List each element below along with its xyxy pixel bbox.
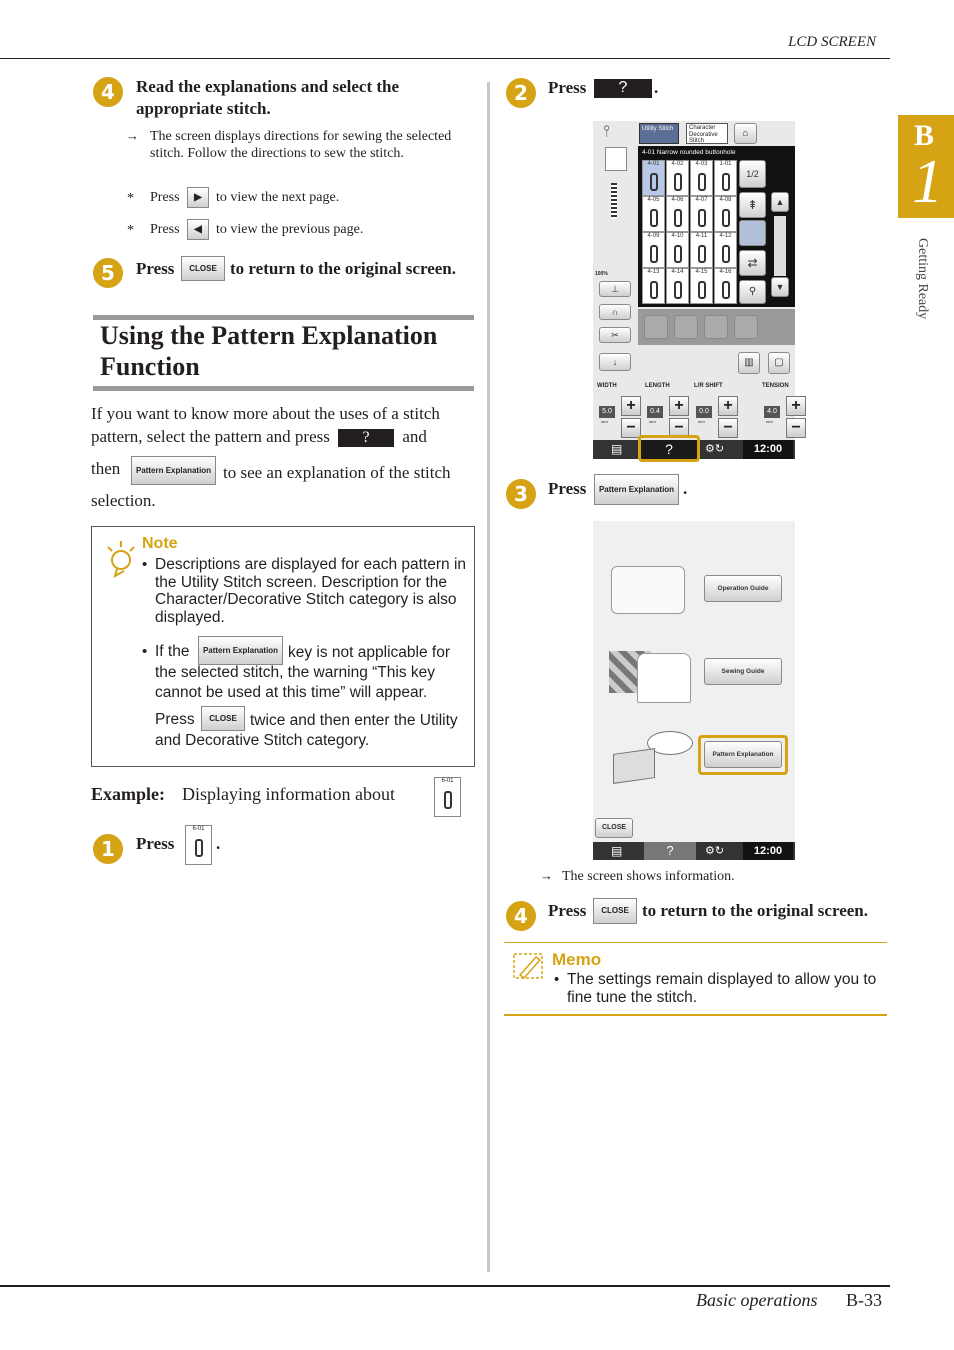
unit-label: mm <box>766 419 773 424</box>
decrease-button[interactable]: − <box>718 418 738 438</box>
stitch-cell[interactable] <box>642 160 665 196</box>
needle-position-icon[interactable]: ∩ <box>599 304 631 320</box>
arrow-icon: → <box>126 128 139 143</box>
buttonhole-icon <box>650 281 658 299</box>
bullet-text: Press <box>150 222 180 237</box>
stitch-code: 6-01 <box>441 778 454 784</box>
close-button[interactable]: CLOSE <box>595 818 633 838</box>
zoom-level: 100% <box>595 271 608 277</box>
memo-rule <box>504 1014 887 1016</box>
stitch-code: 4-15 <box>695 269 708 275</box>
bullet-text: Press <box>150 190 180 205</box>
step-text: Press <box>136 259 175 278</box>
buttonhole-icon <box>698 209 706 227</box>
bullet-text: to view the previous page. <box>216 222 364 237</box>
menu-icon[interactable]: ▤ <box>611 844 623 858</box>
note-text: Press <box>155 711 195 728</box>
buttonhole-icon <box>698 281 706 299</box>
tab-utility[interactable]: Utility Stitch <box>639 123 679 144</box>
bullet-dot: • <box>554 971 560 988</box>
footer-rule <box>0 1285 890 1287</box>
sewing-machine-icon <box>611 566 685 614</box>
buttonhole-icon <box>674 281 682 299</box>
buttonhole-icon <box>698 173 706 191</box>
note-box <box>91 526 475 767</box>
stitch-code: 4-06 <box>671 197 684 203</box>
unit-label: mm <box>601 419 608 424</box>
step-number: 1 <box>93 834 123 864</box>
column-divider <box>487 82 490 1272</box>
edit-bar <box>638 309 795 345</box>
stitch-cell[interactable] <box>714 196 737 232</box>
step-number: 4 <box>93 77 123 107</box>
highlight-frame <box>638 435 700 462</box>
stitch-code: 4-13 <box>647 269 660 275</box>
stitch-code: 4-02 <box>671 161 684 167</box>
stitch-cell[interactable] <box>666 232 689 268</box>
memo-rule <box>504 942 887 943</box>
step-number: 3 <box>506 479 536 509</box>
unit-label: mm <box>649 419 656 424</box>
result-text: The screen displays directions for sewing the selected stitch. Follow the directions to sew the stitch. <box>150 129 452 161</box>
settings-icon[interactable]: ⚙↻ <box>705 443 725 455</box>
close-button[interactable]: CLOSE <box>181 256 225 281</box>
step-number: 4 <box>506 901 536 931</box>
close-button[interactable]: CLOSE <box>201 706 245 731</box>
decrease-button[interactable]: − <box>786 418 806 438</box>
needle-icon: ⫯ <box>603 123 610 140</box>
increase-button[interactable]: + <box>621 396 641 416</box>
setting-label: L/R SHIFT <box>694 383 723 389</box>
decrease-button[interactable]: − <box>669 418 689 438</box>
next-page-icon[interactable]: ▶ <box>187 187 209 208</box>
lcd-screen-help <box>593 521 795 860</box>
step-text: Press <box>548 479 587 498</box>
help-key[interactable]: ? <box>640 440 698 459</box>
help-key[interactable]: ? <box>594 79 652 98</box>
memo-title: Memo <box>552 950 602 969</box>
section-heading: Using the Pattern Explanation Function <box>100 321 438 381</box>
step-text: . <box>216 834 221 853</box>
buttonhole-icon <box>650 245 658 263</box>
setting-label: LENGTH <box>645 383 670 389</box>
header-rule <box>0 58 890 59</box>
feed-dog-icon[interactable]: ↓ <box>599 353 631 371</box>
status-bar <box>593 842 795 860</box>
bullet-dot: • <box>142 643 148 660</box>
clock: 12:00 <box>743 842 793 860</box>
increase-button[interactable]: + <box>718 396 738 416</box>
stitch-cell[interactable] <box>690 196 713 232</box>
stitch-code: 4-03 <box>695 161 708 167</box>
stitch-code: 4-09 <box>647 233 660 239</box>
note-text: key is not applicable for the selected stitch, the warning “This key cannot be used at this time” will appear. <box>155 644 450 701</box>
twin-needle-icon[interactable]: ⇞ <box>739 192 766 218</box>
scroll-up-icon[interactable]: ▲ <box>771 192 789 212</box>
thread-icon[interactable] <box>644 315 668 339</box>
chapter-letter: B <box>914 119 935 152</box>
operation-guide-button[interactable]: Operation Guide <box>704 575 782 602</box>
stitch-code: 4-11 <box>695 233 708 239</box>
buttonhole-icon <box>722 173 730 191</box>
presser-foot-icon <box>605 147 627 171</box>
intro-text: If you want to know more about the uses of a stitch pattern, select the pattern and press <box>91 404 440 446</box>
step-text: to return to the original screen. <box>642 901 868 920</box>
clock: 12:00 <box>743 440 793 459</box>
bullet-star: * <box>127 191 134 206</box>
stitch-cell[interactable] <box>690 268 713 304</box>
mirror-icon[interactable] <box>674 315 698 339</box>
scroll-down-icon[interactable]: ▼ <box>771 277 789 297</box>
step-number: 2 <box>506 78 536 108</box>
repeat-icon[interactable] <box>704 315 728 339</box>
page-indicator: 1/2 <box>739 160 766 188</box>
stitch-preview <box>611 183 617 219</box>
running-head: LCD SCREEN <box>788 34 876 50</box>
chapter-tab <box>898 115 954 218</box>
note-title: Note <box>142 535 178 552</box>
arrow-icon: → <box>540 868 553 883</box>
reverse-icon[interactable]: ⇄ <box>739 250 766 276</box>
settings-icon[interactable]: ⚙↻ <box>705 845 725 857</box>
lock-icon[interactable]: ⌂ <box>734 123 757 144</box>
stitch-code: 4-07 <box>695 197 708 203</box>
pattern-explanation-button[interactable]: Pattern Explanation <box>704 741 782 768</box>
setting-value: 4.0 <box>764 406 780 418</box>
buttonhole-icon <box>722 209 730 227</box>
menu-icon[interactable]: ▤ <box>611 442 623 456</box>
buttonhole-icon <box>650 173 658 191</box>
stitch-code: 4-05 <box>647 197 660 203</box>
scrollbar[interactable] <box>774 216 786 276</box>
heading-rule <box>93 386 474 391</box>
bullet-dot: • <box>142 556 148 573</box>
stitch-cell[interactable] <box>642 232 665 268</box>
buttonhole-icon <box>195 839 203 857</box>
step-text: . <box>654 78 659 97</box>
step-text: Press <box>136 834 175 853</box>
intro-text: to see an explanation of the stitch selection. <box>91 463 451 510</box>
stitch-cell[interactable] <box>642 196 665 232</box>
sewing-guide-button[interactable]: Sewing Guide <box>704 658 782 685</box>
buttonhole-icon <box>674 209 682 227</box>
setting-value: 0.4 <box>647 406 663 418</box>
setting-value: 5.0 <box>599 406 615 418</box>
manual-icon[interactable]: ▥ <box>738 352 760 374</box>
step-text: . <box>683 479 688 498</box>
pattern-explanation-button[interactable]: Pattern Explanation <box>131 456 216 485</box>
buttonhole-icon <box>650 209 658 227</box>
stitch-cell[interactable] <box>666 160 689 196</box>
help-key[interactable]: ? <box>338 429 394 447</box>
unit-label: mm <box>698 419 705 424</box>
stitch-code: 4-12 <box>719 233 732 239</box>
buttonhole-icon <box>674 245 682 263</box>
buttonhole-icon <box>674 173 682 191</box>
decrease-button[interactable]: − <box>621 418 641 438</box>
increase-button[interactable]: + <box>669 396 689 416</box>
buttonhole-icon <box>722 245 730 263</box>
result-text: The screen shows information. <box>562 869 735 884</box>
book-icon <box>613 748 655 784</box>
footer-section: Basic operations <box>696 1290 818 1310</box>
stitch-cell[interactable] <box>714 268 737 304</box>
step-text: to return to the original screen. <box>230 259 456 278</box>
stitch-cell[interactable] <box>714 232 737 268</box>
stitch-code: 6-01 <box>192 826 205 832</box>
stitch-cell[interactable] <box>714 160 737 196</box>
help-key[interactable]: ? <box>644 842 696 860</box>
buttonhole-mode-icon[interactable] <box>739 220 766 246</box>
stitch-code: 4-16 <box>719 269 732 275</box>
lightbulb-icon <box>104 539 138 579</box>
note-bullet: Descriptions are displayed for each pattern in the Utility Stitch screen. Description for the Character/Decorative Stitch category is also displayed. <box>155 556 467 626</box>
stitch-cell[interactable] <box>690 232 713 268</box>
highlight-frame <box>698 735 788 775</box>
buttonhole-icon <box>698 245 706 263</box>
stitch-key[interactable] <box>434 777 461 817</box>
pattern-explanation-button[interactable]: Pattern Explanation <box>594 474 679 505</box>
stitch-cell[interactable] <box>642 268 665 304</box>
stitch-code: 4-10 <box>671 233 684 239</box>
memo-bullet: The settings remain displayed to allow you to fine tune the stitch. <box>567 971 877 1006</box>
stitch-code: 4-08 <box>719 197 732 203</box>
side-label: Getting Ready <box>915 238 930 320</box>
pattern-explanation-button[interactable]: Pattern Explanation <box>198 636 283 665</box>
scissors-icon[interactable]: ✂ <box>599 327 631 343</box>
note-text: twice and then enter the Utility and Decorative Stitch category. <box>155 712 458 749</box>
setting-value: 0.0 <box>696 406 712 418</box>
lcd-screen-stitch <box>593 121 801 459</box>
buttonhole-icon <box>722 281 730 299</box>
shirt-icon <box>637 653 691 703</box>
image-key-icon[interactable]: ⚲ <box>739 280 766 304</box>
page-number: B-33 <box>846 1290 882 1310</box>
bullet-text: to view the next page. <box>216 190 340 205</box>
stitch-panel <box>638 146 795 307</box>
pen-icon[interactable] <box>734 315 758 339</box>
step-text: Press <box>548 78 587 97</box>
presser-foot-lift-icon[interactable]: ⊥ <box>599 281 631 297</box>
memory-icon[interactable]: ▢ <box>768 352 790 374</box>
setting-label: WIDTH <box>597 383 617 389</box>
memo-pencil-icon <box>512 951 546 981</box>
step-text: Read the explanations and select the appropriate stitch. <box>136 77 400 118</box>
tab-character[interactable]: Character Decorative Stitch <box>686 123 728 144</box>
close-button[interactable]: CLOSE <box>593 898 637 924</box>
stitch-title: 4-01 Narrow rounded buttonhole <box>642 149 736 156</box>
increase-button[interactable]: + <box>786 396 806 416</box>
stitch-cell[interactable] <box>666 268 689 304</box>
intro-paragraph <box>91 402 476 448</box>
stitch-code: 4-01 <box>647 161 660 167</box>
example-label: Example: <box>91 784 165 804</box>
step-text: Press <box>548 901 587 920</box>
stitch-code: 1-01 <box>719 161 732 167</box>
prev-page-icon[interactable]: ◀ <box>187 219 209 240</box>
stitch-key[interactable] <box>185 825 212 865</box>
note-text: If the <box>155 643 190 660</box>
chapter-number: 1 <box>912 148 943 216</box>
stitch-cell[interactable] <box>690 160 713 196</box>
bullet-star: * <box>127 223 134 238</box>
stitch-code: 4-14 <box>671 269 684 275</box>
stitch-cell[interactable] <box>666 196 689 232</box>
step-number: 5 <box>93 258 123 288</box>
intro-text: then <box>91 459 121 478</box>
setting-label: TENSION <box>762 383 789 389</box>
buttonhole-icon <box>444 791 452 809</box>
example-text: Displaying information about <box>182 784 395 804</box>
intro-text: and <box>402 427 427 446</box>
